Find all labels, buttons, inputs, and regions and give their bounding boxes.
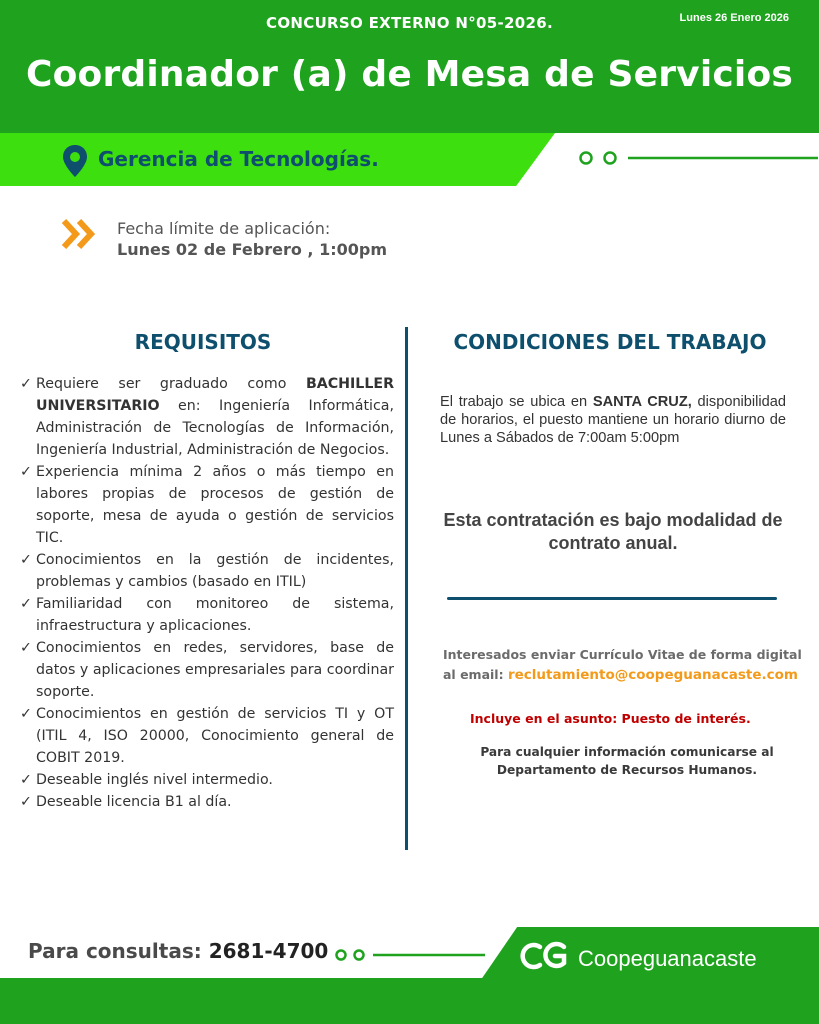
info-note: Para cualquier información comunicarse al Departamento de Recursos Humanos.: [480, 745, 774, 777]
requirement-item: ✓ Experiencia mínima 2 años o más tiempo en labores propias de procesos de gestión de soporte, mesa de ayuda o gestión de servicios TIC.: [20, 461, 394, 549]
column-divider: [405, 327, 408, 850]
requirement-item: ✓ Deseable inglés nivel intermedio.: [20, 769, 394, 791]
job-title: Coordinador (a) de Mesa de Servicios: [25, 54, 794, 95]
deadline-label: Fecha límite de aplicación:: [117, 219, 331, 238]
department-name: Gerencia de Tecnologías.: [98, 147, 379, 171]
requirement-item: ✓ Conocimientos en redes, servidores, base de datos y aplicaciones empresariales para coordinar soporte.: [20, 637, 394, 703]
requirement-item: [20, 373, 394, 461]
double-chevron-icon: [60, 217, 98, 251]
consult-label: Para consultas:: [28, 939, 209, 963]
conditions-text-part: disponibilidad de horarios, el puesto mantiene un horario diurno de Lunes a Sábados de 7:00am 5:00pm: [440, 394, 786, 446]
phone-number[interactable]: 2681-4700: [208, 939, 329, 963]
contract-modality: Esta contratación es bajo modalidad de contrato anual.: [443, 510, 783, 553]
decorative-dots-line: [578, 150, 818, 166]
contest-number: CONCURSO EXTERNO N°05-2026.: [266, 14, 553, 32]
requirement-text: en: Ingeniería Informática, Administración de Tecnologías de Información, Ingeniería Industrial, Administración de Negocios.: [36, 398, 394, 458]
requirements-list: [20, 373, 394, 813]
instructions-line: Interesados enviar Currículo Vitae de forma digital: [443, 647, 802, 662]
instructions-prefix: al email:: [443, 667, 508, 682]
deadline: [117, 218, 387, 260]
application-instructions: [443, 645, 803, 685]
requirement-item: ✓ Conocimientos en la gestión de incidentes, problemas y cambios (basado en ITIL): [20, 549, 394, 593]
conditions-text: [440, 393, 786, 447]
conditions-text-part: El trabajo se ubica en: [440, 394, 593, 410]
email-link[interactable]: reclutamiento@coopeguanacaste.com: [507, 667, 798, 683]
location-name: SANTA CRUZ,: [592, 394, 692, 410]
conditions-title: CONDICIONES DEL TRABAJO: [453, 330, 767, 354]
publish-date: Lunes 26 Enero 2026: [679, 12, 789, 24]
requirement-item: ✓ Deseable licencia B1 al día.: [20, 791, 394, 813]
decorative-dots-line: [335, 947, 485, 963]
requirement-item: ✓ Conocimientos en gestión de servicios TI y OT (ITIL 4, ISO 20000, Conocimiento general de COBIT 2019.: [20, 703, 394, 769]
location-pin-icon: [62, 144, 88, 178]
subject-note: Incluye en el asunto: Puesto de interés.: [470, 711, 751, 726]
brand-name: Coopeguanacaste: [578, 946, 757, 971]
cg-logo-icon: [516, 940, 568, 972]
requirement-item: ✓ Familiaridad con monitoreo de sistema, infraestructura y aplicaciones.: [20, 593, 394, 637]
degree-level: BACHILLER UNIVERSITARIO: [36, 376, 394, 414]
requirement-text: Requiere ser graduado como: [36, 376, 306, 392]
requirements-title: REQUISITOS: [134, 330, 272, 354]
section-divider: [447, 597, 777, 600]
consult-line: [28, 939, 328, 963]
deadline-value: Lunes 02 de Febrero , 1:00pm: [117, 240, 387, 259]
